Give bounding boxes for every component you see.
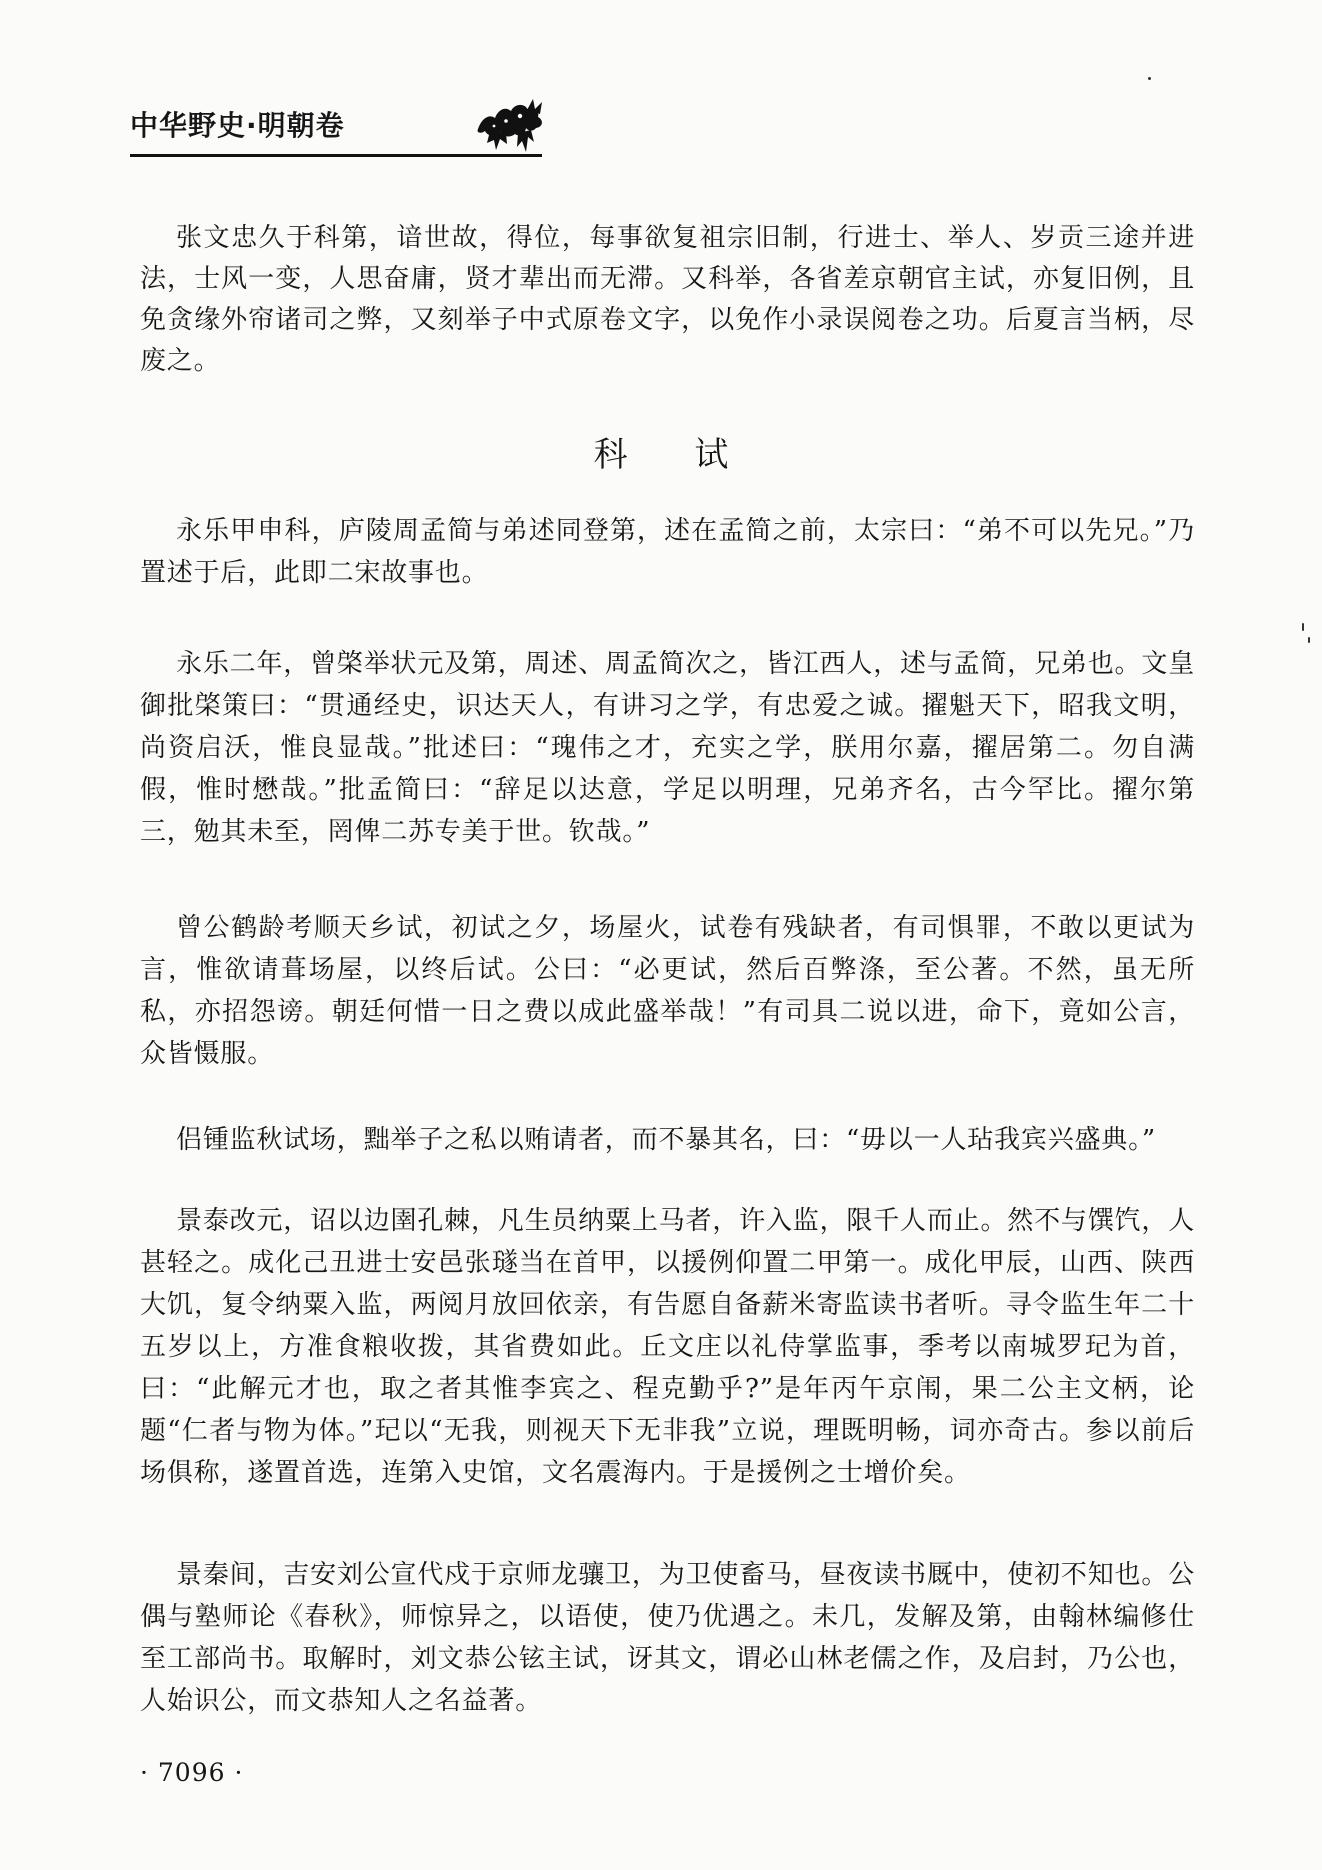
book-title: 中华野史·明朝卷 <box>130 109 345 142</box>
scan-speck <box>1308 637 1310 643</box>
paragraph-3: 曾公鹤龄考顺天乡试，初试之夕，场屋火，试卷有残缺者，有司惧罪，不敢以更试为言，惟欲请葺场屋，以终后试。公曰：“必更试，然后百弊涤，至公著。不然，虽无所私，亦招怨谤。朝廷何惜一日之费以成此盛举哉！”有司具二说以进，命下，竟如公言，众皆慑服。 <box>140 913 1195 1069</box>
paragraph-6: 景秦间，吉安刘公宣代戍于京师龙骧卫，为卫使畜马，昼夜读书厩中，使初不知也。公偶与塾师论《春秋》，师惊异之，以语使，使乃优遇之。未几，发解及第，由翰林编修仕至工部尚书。取解时，刘文恭公铉主试，讶其文，谓必山林老儒之作，及启封，乃公也，人始识公，而文恭知人之名益著。 <box>140 1560 1195 1716</box>
paragraph-4: 侣锺监秋试场，黜举子之私以贿请者，而不暴其名，曰：“毋以一人玷我宾兴盛典。” <box>176 1125 1156 1155</box>
scan-speck <box>1302 623 1304 631</box>
paragraph-6-block <box>140 1554 1195 1722</box>
paragraph-3-block <box>140 907 1195 1075</box>
paragraph-5-block <box>140 1200 1195 1494</box>
paragraph-4-block <box>140 1119 1195 1161</box>
page-number: · 7096 · <box>140 1758 244 1787</box>
intro-paragraph-block <box>140 218 1195 382</box>
paragraph-2: 永乐二年，曾棨举状元及第，周述、周孟简次之，皆江西人，述与孟简，兄弟也。文皇御批棨策曰：“贯通经史，识达天人，有讲习之学，有忠爱之诚。擢魁天下，昭我文明，尚资启沃，惟良显哉。”批述曰：“瑰伟之才，充实之学，朕用尔嘉，擢居第二。勿自满假，惟时懋哉。”批孟简曰：“辞足以达意，学足以明理，兄弟齐名，古今罕比。擢尔第三，勉其未至，罔俾二苏专美于世。钦哉。” <box>140 649 1195 847</box>
paragraph-1-block <box>140 510 1195 594</box>
dragon-emblem-icon <box>470 95 546 157</box>
paragraph-1: 永乐甲申科，庐陵周孟简与弟述同登第，述在孟简之前，太宗曰：“弟不可以先兄。”乃置述于后，此即二宋故事也。 <box>140 516 1195 588</box>
intro-paragraph: 张文忠久于科第，谙世故，得位，每事欲复祖宗旧制，行进士、举人、岁贡三途并进法，士风一变，人思奋庸，贤才辈出而无滞。又科举，各省差京朝官主试，亦复旧例，且免贪缘外帘诸司之弊，又刻举子中式原卷文字，以免作小录误阅卷之功。后夏言当柄，尽废之。 <box>140 223 1195 376</box>
scan-speck <box>1148 77 1151 80</box>
paragraph-2-block <box>140 643 1195 853</box>
section-heading: 科 试 <box>593 435 757 475</box>
paragraph-5: 景泰改元，诏以边圉孔棘，凡生员纳粟上马者，许入监，限千人而止。然不与馔饩，人甚轻之。成化己丑进士安邑张璲当在首甲，以援例仰置二甲第一。成化甲辰，山西、陕西大饥，复令纳粟入监，两阅月放回依亲，有告愿自备薪米寄监读书者听。寻令监生年二十五岁以上，方准食粮收拨，其省费如此。丘文庄以礼侍掌监事，季考以南城罗玘为首，曰：“此解元才也，取之者其惟李宾之、程克勤乎?”是年丙午京闱，果二公主文柄，论题“仁者与物为体。”玘以“无我，则视天下无非我”立说，理既明畅，词亦奇古。参以前后场俱称，遂置首选，连第入史馆，文名震海内。于是援例之士增价矣。 <box>140 1206 1195 1488</box>
